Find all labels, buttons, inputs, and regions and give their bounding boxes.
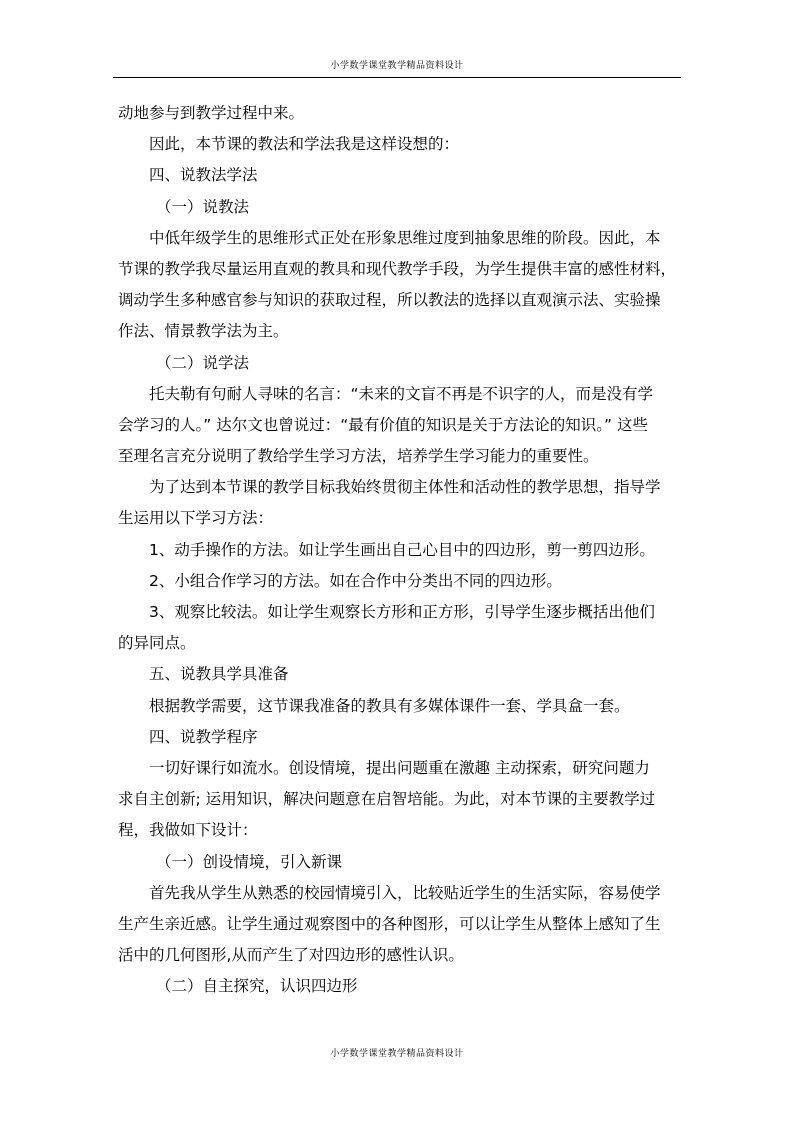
subsection-heading: （一）创设情境，引入新课 [156,852,343,871]
body-line: 调动学生多种感官参与知识的获取过程，所以教法的选择以直观演示法、实验操 [118,291,661,310]
body-line: 托夫勒有句耐人寻味的名言：“未来的文盲不再是不识字的人，而是没有学 [149,384,654,403]
section-heading: 四、说教学程序 [149,727,258,746]
body-line: 生产生亲近感。让学生通过观察图中的各种图形，可以让学生从整体上感知了生 [118,914,661,933]
body-line: 活中的几何图形,从而产生了对四边形的感性认识。 [118,946,464,965]
body-line: 因此，本节课的教法和学法我是这样设想的： [149,135,460,154]
page-footer: 小学数学课堂教学精品资料设计 [330,1049,464,1059]
section-heading: 四、说教法学法 [149,166,258,185]
section-heading: 五、说教具学具准备 [149,665,289,684]
subsection-heading: （二）自主探究，认识四边形 [156,977,358,996]
list-item: 1、动手操作的方法。如让学生画出自己心目中的四边形，剪一剪四边形。 [149,540,655,559]
body-line: 一切好课行如流水。创设情境，提出问题重在激趣 主动探索，研究问题力 [149,758,650,777]
body-line: 的异同点。 [118,634,196,653]
list-item: 2、小组合作学习的方法。如在合作中分类出不同的四边形。 [149,571,562,590]
body-line: 程，我做如下设计： [118,821,258,840]
body-line: 动地参与到教学过程中来。 [118,104,305,122]
body-line: 节课的教学我尽量运用直观的教具和现代教学手段，为学生提供丰富的感性材料， [118,259,677,278]
header-rule [113,77,681,78]
body-line: 根据教学需要，这节课我准备的教具有多媒体课件一套、学具盒一套。 [149,696,630,715]
body-line: 首先我从学生从熟悉的校园情境引入，比较贴近学生的生活实际，容易使学 [149,883,661,902]
list-item: 3、观察比较法。如让学生观察长方形和正方形，引导学生逐步概括出他们 [149,603,655,621]
document-body [118,98,688,1002]
body-line: 生运用以下学习方法： [118,509,274,528]
subsection-heading: （一）说教法 [156,197,250,216]
body-line: 求自主创新; 运用知识，解决问题意在启智培能。为此，对本节课的主要教学过 [118,790,656,809]
subsection-heading: （二）说学法 [156,353,250,372]
body-line: 会学习的人。” 达尔文也曾说过：“最有价值的知识是关于方法论的知识。” 这些 [118,415,648,434]
body-line: 作法、情景教学法为主。 [118,322,289,341]
body-line: 中低年级学生的思维形式正处在形象思维过度到抽象思维的阶段。因此，本 [149,228,661,247]
page-header: 小学数学课堂教学精品资料设计 [330,61,464,71]
body-line: 至理名言充分说明了教给学生学习方法，培养学生学习能力的重要性。 [118,447,599,466]
body-line: 为了达到本节课的教学目标我始终贯彻主体性和活动性的教学思想，指导学 [149,478,661,497]
